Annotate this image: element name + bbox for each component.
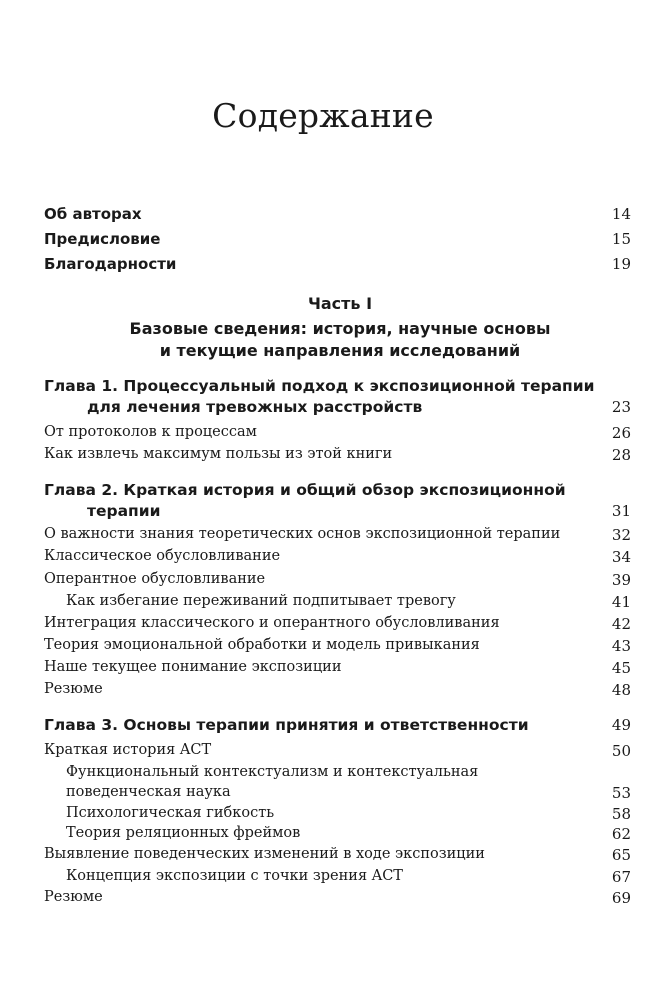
toc-entry-page: 62: [611, 825, 631, 843]
toc-entry-page: 15: [611, 230, 631, 248]
toc-entry-page: 58: [611, 805, 631, 823]
toc-entry-page: 28: [611, 446, 631, 464]
toc-entry-label: Выявление поведенческих изменений в ходе экспозиции: [44, 846, 485, 862]
toc-entry-page: 43: [611, 637, 631, 655]
chapter-title-line2: терапии: [87, 502, 161, 520]
toc-entry-label: Резюме: [44, 681, 103, 697]
toc-entry-page: 45: [611, 659, 631, 677]
toc-entry-label: Как избегание переживаний подпитывает тревогу: [66, 593, 456, 609]
chapter-page: 31: [611, 502, 631, 520]
toc-entry-label: Теория эмоциональной обработки и модель привыкания: [44, 637, 480, 653]
toc-entry-label: Психологическая гибкость: [66, 805, 275, 821]
toc-entry-page: 41: [611, 593, 631, 611]
chapter-page: 23: [611, 398, 631, 416]
toc-entry-page: 19: [611, 255, 631, 273]
toc-entry-label: Наше текущее понимание экспозиции: [44, 659, 342, 675]
toc-entry-page: 53: [611, 784, 631, 802]
toc-entry-page: 34: [611, 548, 631, 566]
toc-entry-label: Концепция экспозиции с точки зрения ACT: [66, 868, 403, 884]
toc-entry-label: Функциональный контекстуализм и контекстуальная: [66, 764, 479, 780]
chapter-title-line2: для лечения тревожных расстройств: [87, 398, 423, 416]
toc-entry-page: 14: [611, 205, 631, 223]
toc-entry-page: 26: [611, 424, 631, 442]
toc-entry-page: 67: [611, 868, 631, 886]
toc-entry-label: Благодарности: [44, 255, 177, 273]
toc-entry-label: Оперантное обусловливание: [44, 571, 266, 587]
toc-entry-page: 32: [611, 526, 631, 544]
toc-entry-label: Теория реляционных фреймов: [66, 825, 301, 841]
toc-entry-label: Резюме: [44, 889, 103, 905]
toc-entry-label: Интеграция классического и оперантного обусловливания: [44, 615, 500, 631]
toc-entry-label: О важности знания теоретических основ экспозиционной терапии: [44, 526, 561, 542]
chapter-page: 49: [611, 716, 631, 734]
part-label: Часть I: [307, 294, 373, 313]
toc-entry-label: Краткая история ACT: [44, 742, 212, 758]
toc-entry-page: 48: [611, 681, 631, 699]
toc-entry-label: Классическое обусловливание: [44, 548, 281, 564]
part-title-line2: и текущие направления исследований: [159, 341, 521, 360]
part-title-line1: Базовые сведения: история, научные основы: [129, 319, 551, 338]
toc-entry-page: 65: [611, 846, 631, 864]
page-title: Содержание: [212, 96, 434, 135]
chapter-title-line1: Глава 3. Основы терапии принятия и ответственности: [44, 716, 529, 734]
chapter-title-line1: Глава 2. Краткая история и общий обзор экспозиционной: [44, 481, 566, 499]
toc-entry-page: 42: [611, 615, 631, 633]
toc-entry-label-line2: поведенческая наука: [66, 784, 231, 800]
toc-entry-label: От протоколов к процессам: [44, 424, 257, 440]
chapter-title-line1: Глава 1. Процессуальный подход к экспозиционной терапии: [44, 377, 595, 395]
toc-entry-page: 50: [611, 742, 631, 760]
toc-entry-page: 39: [611, 571, 631, 589]
toc-entry-label: Как извлечь максимум пользы из этой книги: [44, 446, 393, 462]
toc-entry-page: 69: [611, 889, 631, 907]
toc-entry-label: Об авторах: [44, 205, 142, 223]
toc-entry-label: Предисловие: [44, 230, 161, 248]
